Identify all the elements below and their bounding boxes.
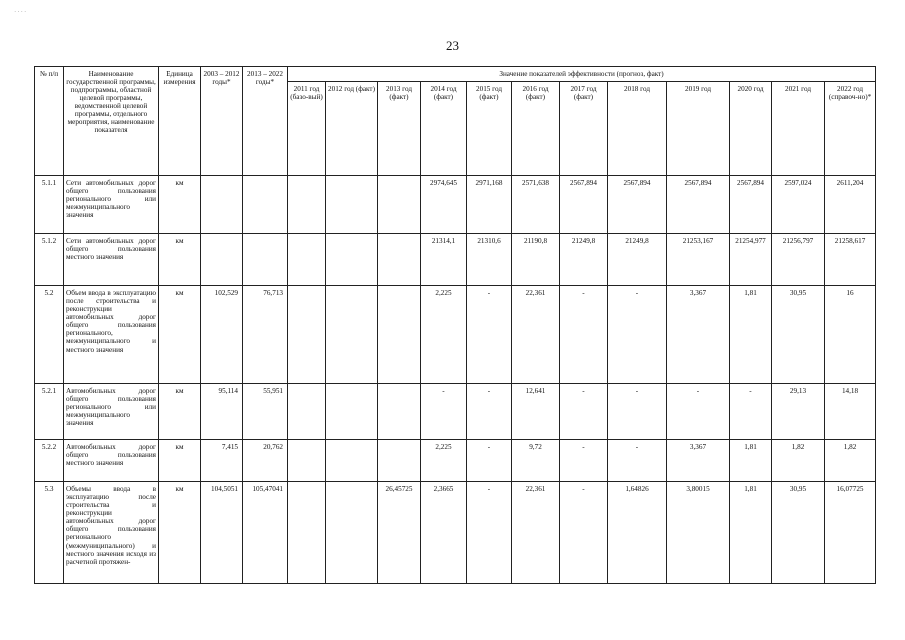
year-value-cell bbox=[378, 384, 421, 440]
col-header-year: 2021 год bbox=[772, 82, 825, 176]
period-2003-2012-cell: 95,114 bbox=[201, 384, 243, 440]
row-number-cell: 5.1.2 bbox=[35, 234, 64, 286]
indicator-name-cell: Объемы ввода в эксплуатацию после строительства и реконструкции автомобильных дорог общего пользования регионального (межмуниципального) и местного значения исходя из расчетной протяжен- bbox=[64, 482, 159, 584]
table-row bbox=[35, 286, 876, 384]
year-value-cell: 30,95 bbox=[772, 482, 825, 584]
unit-cell: км bbox=[159, 234, 201, 286]
year-value-cell: 21190,8 bbox=[512, 234, 560, 286]
year-value-cell: - bbox=[608, 384, 667, 440]
year-value-cell: 21254,977 bbox=[730, 234, 772, 286]
year-value-cell: 2567,894 bbox=[667, 176, 730, 234]
year-value-cell bbox=[326, 286, 378, 384]
year-value-cell: - bbox=[467, 440, 512, 482]
year-value-cell bbox=[378, 176, 421, 234]
period-2003-2012-cell bbox=[201, 176, 243, 234]
year-value-cell: 1,81 bbox=[730, 286, 772, 384]
col-header-year: 2011 год (базо-вый) bbox=[288, 82, 326, 176]
year-value-cell: - bbox=[730, 384, 772, 440]
col-header-year: 2013 год (факт) bbox=[378, 82, 421, 176]
period-2003-2012-cell bbox=[201, 234, 243, 286]
unit-cell: км bbox=[159, 384, 201, 440]
header-row-top bbox=[35, 67, 876, 82]
col-header-unit: Единица измерения bbox=[159, 67, 201, 176]
year-value-cell: 1,81 bbox=[730, 440, 772, 482]
year-value-cell: 2611,204 bbox=[825, 176, 876, 234]
year-value-cell: 2974,645 bbox=[421, 176, 467, 234]
col-header-year: 2017 год (факт) bbox=[560, 82, 608, 176]
year-value-cell: 1,82 bbox=[825, 440, 876, 482]
year-value-cell: 1,82 bbox=[772, 440, 825, 482]
col-header-year: 2019 год bbox=[667, 82, 730, 176]
year-value-cell bbox=[288, 176, 326, 234]
period-2013-2022-cell bbox=[243, 176, 288, 234]
year-value-cell: 2597,024 bbox=[772, 176, 825, 234]
year-value-cell: - bbox=[467, 482, 512, 584]
year-value-cell: 2971,168 bbox=[467, 176, 512, 234]
indicator-name-cell: Автомобильных дорог общего пользования регионального или межмуниципального значения bbox=[64, 384, 159, 440]
year-value-cell: - bbox=[421, 384, 467, 440]
year-value-cell: 9,72 bbox=[512, 440, 560, 482]
year-value-cell: 1,81 bbox=[730, 482, 772, 584]
year-value-cell: 30,95 bbox=[772, 286, 825, 384]
col-header-num: № п/п bbox=[35, 67, 64, 176]
year-value-cell: 2,225 bbox=[421, 286, 467, 384]
period-2013-2022-cell: 55,951 bbox=[243, 384, 288, 440]
year-value-cell: 2,225 bbox=[421, 440, 467, 482]
col-header-year: 2012 год (факт) bbox=[326, 82, 378, 176]
period-2003-2012-cell: 7,415 bbox=[201, 440, 243, 482]
year-value-cell: - bbox=[560, 482, 608, 584]
year-value-cell: 2567,894 bbox=[608, 176, 667, 234]
year-value-cell: 3,367 bbox=[667, 440, 730, 482]
year-value-cell bbox=[288, 384, 326, 440]
table-row bbox=[35, 482, 876, 584]
year-value-cell: - bbox=[667, 384, 730, 440]
period-2013-2022-cell bbox=[243, 234, 288, 286]
table-row bbox=[35, 384, 876, 440]
period-2003-2012-cell: 102,529 bbox=[201, 286, 243, 384]
year-value-cell bbox=[378, 234, 421, 286]
year-value-cell bbox=[326, 176, 378, 234]
unit-cell: км bbox=[159, 482, 201, 584]
col-header-year: 2015 год (факт) bbox=[467, 82, 512, 176]
year-value-cell: 14,18 bbox=[825, 384, 876, 440]
year-value-cell: 21249,8 bbox=[608, 234, 667, 286]
col-header-year: 2022 год (справоч-но)* bbox=[825, 82, 876, 176]
indicators-table bbox=[34, 66, 876, 584]
period-2013-2022-cell: 20,762 bbox=[243, 440, 288, 482]
year-value-cell: 22,361 bbox=[512, 286, 560, 384]
unit-cell: км bbox=[159, 440, 201, 482]
year-value-cell: 2,3665 bbox=[421, 482, 467, 584]
row-number-cell: 5.2.1 bbox=[35, 384, 64, 440]
year-value-cell: - bbox=[608, 286, 667, 384]
year-value-cell bbox=[378, 440, 421, 482]
period-2013-2022-cell: 76,713 bbox=[243, 286, 288, 384]
year-value-cell bbox=[378, 286, 421, 384]
table-body bbox=[35, 176, 876, 584]
year-value-cell: 1,64826 bbox=[608, 482, 667, 584]
year-value-cell: - bbox=[467, 286, 512, 384]
year-value-cell: 3,367 bbox=[667, 286, 730, 384]
year-value-cell: - bbox=[467, 384, 512, 440]
row-number-cell: 5.2.2 bbox=[35, 440, 64, 482]
year-value-cell: - bbox=[560, 286, 608, 384]
row-number-cell: 5.2 bbox=[35, 286, 64, 384]
period-2013-2022-cell: 105,47041 bbox=[243, 482, 288, 584]
indicator-name-cell: Объем ввода в эксплуатацию после строительства и реконструкции автомобильных дорог общего пользования регионального, межмуниципального и местного значения bbox=[64, 286, 159, 384]
year-value-cell: - bbox=[560, 384, 608, 440]
year-value-cell: 3,80015 bbox=[667, 482, 730, 584]
unit-cell: км bbox=[159, 286, 201, 384]
year-value-cell: - bbox=[560, 440, 608, 482]
row-number-cell: 5.1.1 bbox=[35, 176, 64, 234]
row-number-cell: 5.3 bbox=[35, 482, 64, 584]
year-value-cell: 21256,797 bbox=[772, 234, 825, 286]
year-value-cell: 2567,894 bbox=[560, 176, 608, 234]
year-value-cell: 26,45725 bbox=[378, 482, 421, 584]
year-value-cell: 21249,8 bbox=[560, 234, 608, 286]
year-value-cell: 22,361 bbox=[512, 482, 560, 584]
year-value-cell: 21310,6 bbox=[467, 234, 512, 286]
year-value-cell bbox=[326, 482, 378, 584]
col-header-2013-2022: 2013 – 2022 годы* bbox=[243, 67, 288, 176]
year-value-cell bbox=[288, 482, 326, 584]
year-value-cell bbox=[288, 440, 326, 482]
year-value-cell: 2571,638 bbox=[512, 176, 560, 234]
table-row bbox=[35, 234, 876, 286]
col-header-values-group: Значение показателей эффективности (прогноз, факт) bbox=[288, 67, 876, 82]
year-value-cell: 21253,167 bbox=[667, 234, 730, 286]
indicator-name-cell: Автомобильных дорог общего пользования местного значения bbox=[64, 440, 159, 482]
col-header-year: 2018 год bbox=[608, 82, 667, 176]
year-value-cell: 21314,1 bbox=[421, 234, 467, 286]
year-value-cell: 2567,894 bbox=[730, 176, 772, 234]
year-value-cell bbox=[326, 440, 378, 482]
year-value-cell bbox=[288, 286, 326, 384]
year-value-cell: 16 bbox=[825, 286, 876, 384]
period-2003-2012-cell: 104,5051 bbox=[201, 482, 243, 584]
year-value-cell bbox=[326, 234, 378, 286]
scan-corner-mark: ···· bbox=[14, 8, 28, 16]
col-header-name: Наименование государственной программы, подпрограммы, областной целевой программы, ведомственной целевой программы, отдельного мероприятия, наименование показателя bbox=[64, 67, 159, 176]
table-row bbox=[35, 440, 876, 482]
col-header-year: 2016 год (факт) bbox=[512, 82, 560, 176]
year-value-cell: 12,641 bbox=[512, 384, 560, 440]
indicator-name-cell: Сети автомобильных дорог общего пользования регионального или межмуниципального значения bbox=[64, 176, 159, 234]
table-row bbox=[35, 176, 876, 234]
col-header-year: 2014 год (факт) bbox=[421, 82, 467, 176]
table-header bbox=[35, 67, 876, 176]
year-value-cell: 29,13 bbox=[772, 384, 825, 440]
col-header-year: 2020 год bbox=[730, 82, 772, 176]
year-value-cell bbox=[288, 234, 326, 286]
col-header-2003-2012: 2003 – 2012 годы* bbox=[201, 67, 243, 176]
year-value-cell: 16,07725 bbox=[825, 482, 876, 584]
indicator-name-cell: Сети автомобильных дорог общего пользования местного значения bbox=[64, 234, 159, 286]
year-value-cell: 21258,617 bbox=[825, 234, 876, 286]
year-value-cell: - bbox=[608, 440, 667, 482]
page-number: 23 bbox=[446, 38, 459, 53]
year-value-cell bbox=[326, 384, 378, 440]
unit-cell: км bbox=[159, 176, 201, 234]
